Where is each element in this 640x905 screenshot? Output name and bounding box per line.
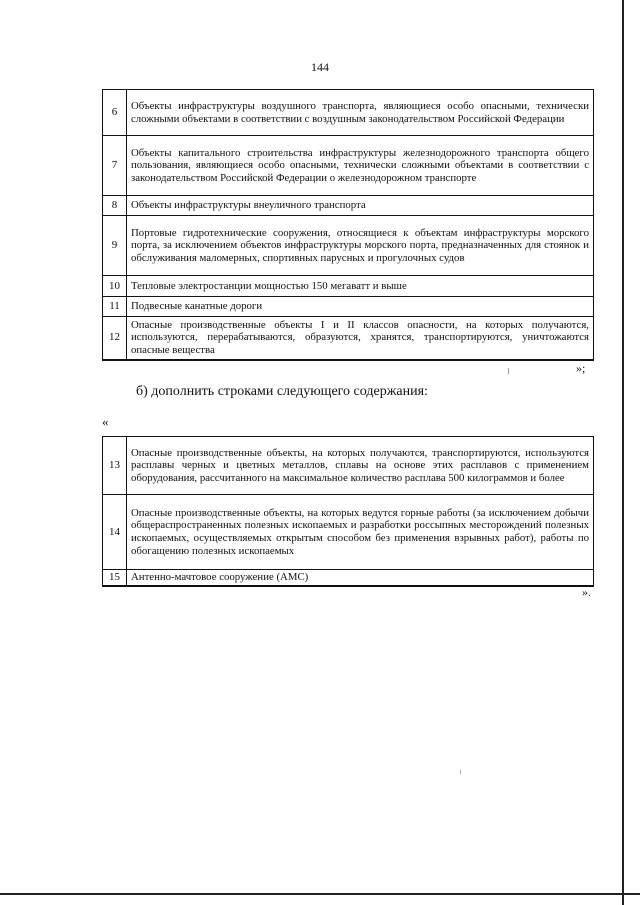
row-number: 13 <box>103 437 127 495</box>
closing-quote: »; <box>576 361 586 375</box>
row-text: Тепловые электростанции мощностью 150 мегаватт и выше <box>127 276 594 297</box>
row-number: 6 <box>103 90 127 136</box>
table-row <box>103 495 594 570</box>
section-subheading: б) дополнить строками следующего содержания: <box>136 384 428 399</box>
row-text: Подвесные канатные дороги <box>127 297 594 317</box>
opening-quote: « <box>102 414 109 429</box>
row-number: 12 <box>103 317 127 360</box>
scan-artifact <box>508 368 509 374</box>
scan-border-bottom <box>0 893 640 895</box>
table-row <box>103 90 594 136</box>
scan-artifact <box>460 770 461 774</box>
row-text: Объекты инфраструктуры воздушного транспорта, являющиеся особо опасными, технически сложными объектами в соответствии с воздушным законодательством Российской Федерации <box>127 90 594 136</box>
row-text: Опасные производственные объекты I и II классов опасности, на которых получаются, используются, перерабатываются, образуются, хранятся, транспортируются, уничтожаются опасные вещества <box>127 317 594 360</box>
closing-quote: ». <box>582 585 591 599</box>
table-row <box>103 570 594 586</box>
row-number: 14 <box>103 495 127 570</box>
row-number: 7 <box>103 136 127 196</box>
row-number: 8 <box>103 196 127 216</box>
objects-table-1 <box>102 89 594 361</box>
row-text: Опасные производственные объекты, на которых получаются, транспортируются, используются расплавы черных и цветных металлов, сплавы на основе этих расплавов с применением оборудования, рассчитанного на максимальное количество расплава 500 килограммов и более <box>127 437 594 495</box>
row-text: Объекты инфраструктуры внеуличного транспорта <box>127 196 594 216</box>
row-text: Опасные производственные объекты, на которых ведутся горные работы (за исключением добычи общераспространенных полезных ископаемых и разработки россыпных месторождений полезных ископаемых, осуществляемых открытым способом без применения взрывных работ), работы по обогащению полезных ископаемых <box>127 495 594 570</box>
scan-border-right <box>622 0 624 905</box>
objects-table-2 <box>102 436 594 587</box>
row-text: Антенно-мачтовое сооружение (АМС) <box>127 570 594 586</box>
table-row <box>103 297 594 317</box>
table-row <box>103 136 594 196</box>
row-number: 11 <box>103 297 127 317</box>
table-row <box>103 437 594 495</box>
row-text: Объекты капитального строительства инфраструктуры железнодорожного транспорта общего пользования, являющиеся особо опасными, технически сложными объектами в соответствии с законодательством Российской Федерации о железнодорожном транспорте <box>127 136 594 196</box>
row-number: 15 <box>103 570 127 586</box>
table-row <box>103 276 594 297</box>
page-number: 144 <box>311 60 329 74</box>
table-row <box>103 317 594 360</box>
row-text: Портовые гидротехнические сооружения, относящиеся к объектам инфраструктуры морского порта, за исключением объектов инфраструктуры морского порта, предназначенных для стоянок и обслуживания маломерных, спортивных парусных и прогулочных судов <box>127 216 594 276</box>
table-row <box>103 196 594 216</box>
row-number: 10 <box>103 276 127 297</box>
table-row <box>103 216 594 276</box>
row-number: 9 <box>103 216 127 276</box>
